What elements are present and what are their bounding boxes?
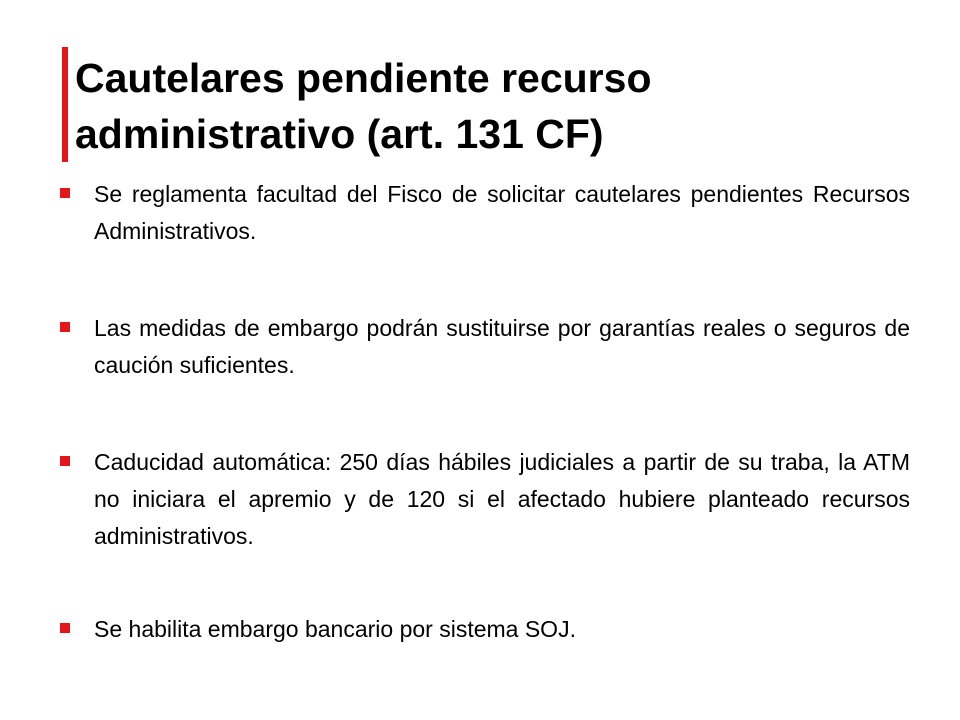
square-bullet-icon: [60, 623, 70, 633]
bullet-item: [60, 444, 910, 555]
bullet-text: Caducidad automática: 250 días hábiles judiciales a partir de su traba, la ATM no iniciara el apremio y de 120 si el afectado hubiere planteado recursos administrativos.: [94, 449, 910, 549]
bullet-text: Se habilita embargo bancario por sistema SOJ.: [94, 616, 576, 642]
bullet-text: Se reglamenta facultad del Fisco de solicitar cautelares pendientes Recursos Administrativos.: [94, 181, 910, 244]
slide-title: Cautelares pendiente recurso administrativo (art. 131 CF): [75, 55, 652, 157]
bullet-text: Las medidas de embargo podrán sustituirse por garantías reales o seguros de caución suficientes.: [94, 315, 910, 378]
bullet-list: [60, 176, 910, 648]
square-bullet-icon: [60, 322, 70, 332]
square-bullet-icon: [60, 188, 70, 198]
bullet-item: [60, 176, 910, 250]
bullet-item: [60, 310, 910, 384]
title-accent-bar: [62, 47, 68, 162]
bullet-item: [60, 611, 910, 648]
square-bullet-icon: [60, 456, 70, 466]
